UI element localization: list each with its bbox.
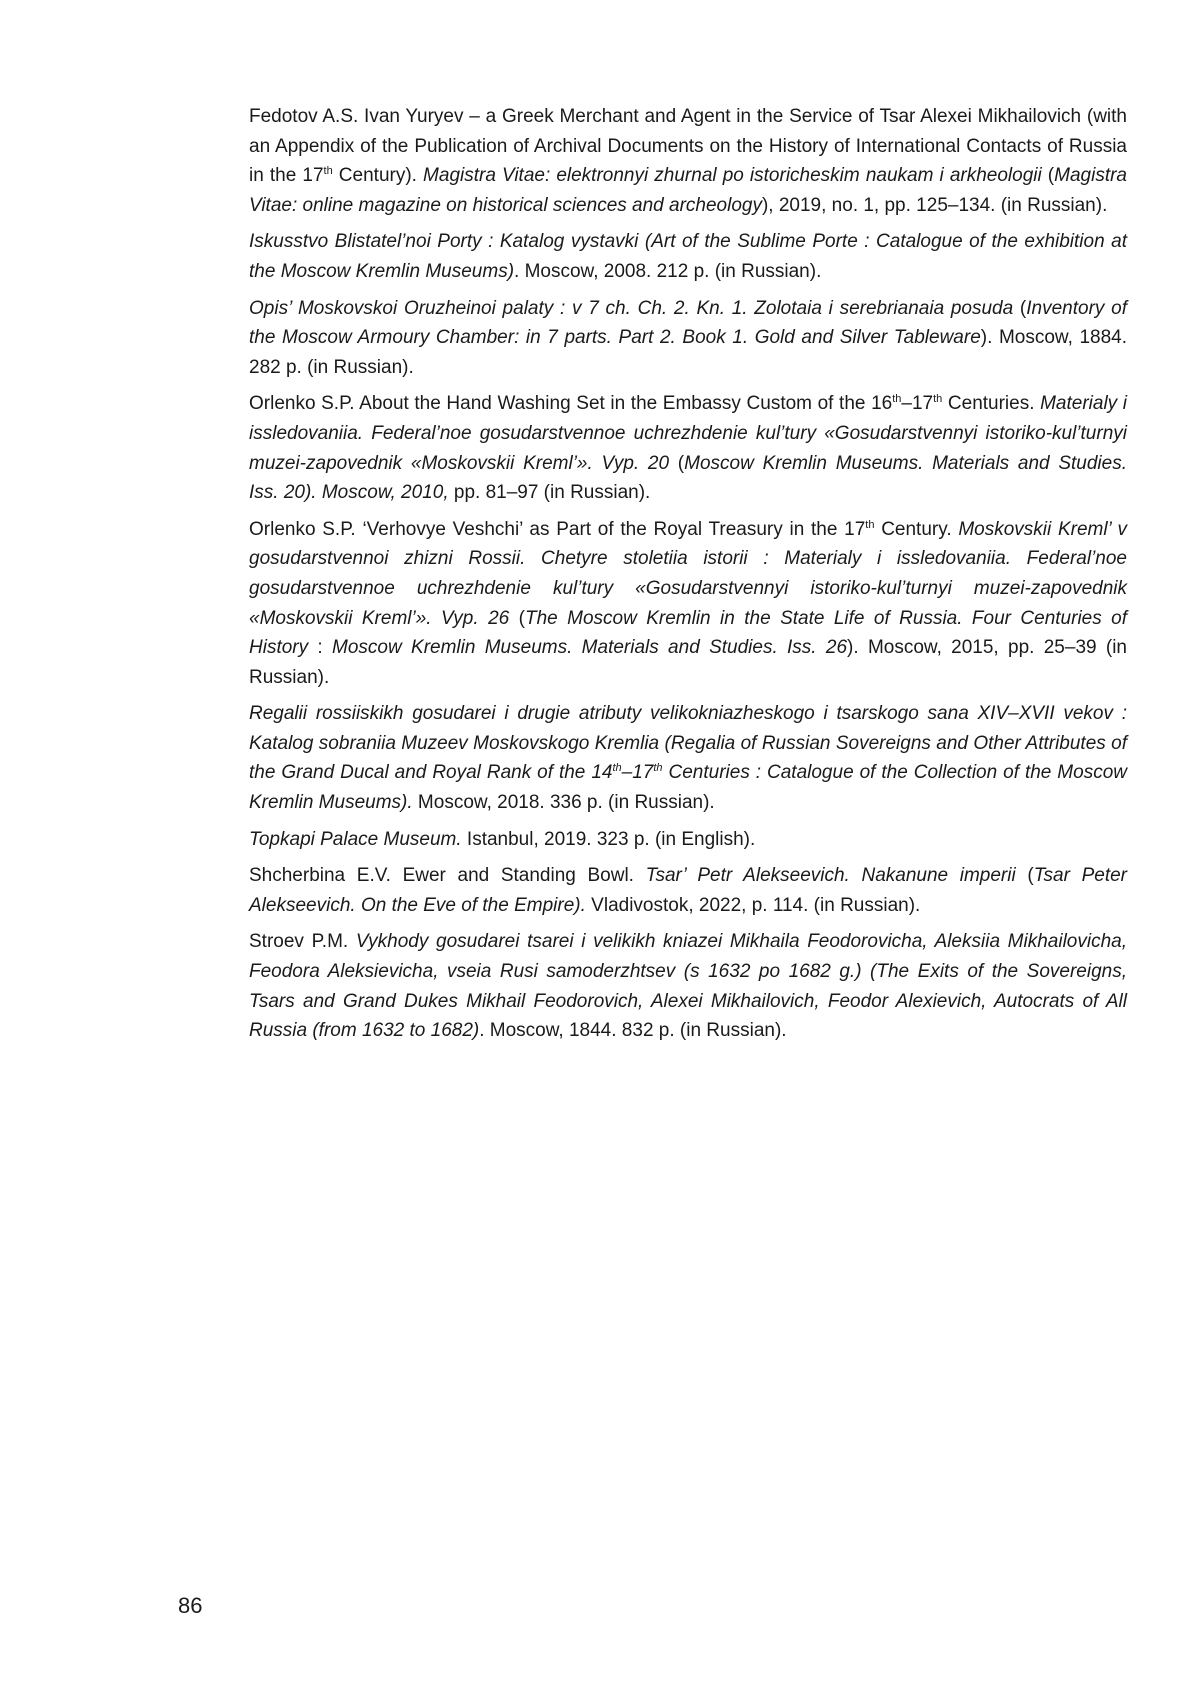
italic-text: Topkapi Palace Museum. [249, 828, 462, 850]
reference-text: . Moscow, 2008. 212 p. (in Russian). [514, 260, 822, 282]
italic-text: Inventory of the Moscow Armoury Chamber: in 7 parts. Part 2. Book 1. Gold and Silver Tableware [249, 297, 1127, 349]
page-number: 86 [178, 1593, 203, 1618]
reference-text: Shcherbina E.V. Ewer and Standing Bowl. [249, 865, 646, 887]
italic-text: Tsar’ Petr Alekseevich. Nakanune imperii [645, 865, 1016, 887]
reference-text: Century). [332, 165, 424, 187]
reference-entry [249, 515, 1127, 693]
italic-text: Moscow Kremlin Museums. Materials and Studies. Iss. 26 [332, 637, 848, 659]
reference-text: ( [1013, 297, 1027, 319]
italic-text: Tsar Peter Alekseevich. On the Eve of the Empire). [249, 865, 1127, 916]
italic-text: Centuries : Catalogue of the Collection of the Moscow Kremlin Museums). [249, 762, 1127, 814]
superscript: th [612, 762, 622, 775]
reference-text: Century. [874, 518, 959, 540]
reference-text: : [308, 637, 333, 659]
reference-text: Istanbul, 2019. 323 p. (in English). [461, 828, 756, 850]
italic-text: –17 [621, 762, 654, 784]
reference-entry [249, 389, 1127, 507]
superscript: th [933, 393, 943, 406]
reference-text: Moscow, 2018. 336 p. (in Russian). [412, 792, 715, 814]
reference-text: ). Moscow, 1884. 282 p. (in Russian). [249, 327, 1128, 378]
reference-entry [249, 861, 1127, 920]
reference-text: Vladivostok, 2022, p. 114. (in Russian). [585, 894, 921, 916]
reference-entry [249, 699, 1127, 817]
italic-text: Materialy i issledovaniia. Federal’noe gosudarstvennoe uchrezhdenie kul’tury «Gosudarstvennyi istoriko-kul’turnyi muzei-zapovednik «Moskovskii Kreml’». Vyp. 20 [249, 393, 1128, 474]
reference-text: ( [1041, 165, 1055, 187]
reference-text: Centuries. [942, 393, 1041, 415]
italic-text: Moscow Kremlin Museums. Materials and Studies. Iss. 20). Moscow, 2010, [249, 452, 1127, 504]
reference-text: ( [1015, 865, 1034, 887]
reference-entry [249, 294, 1127, 383]
reference-entry [249, 227, 1127, 286]
reference-entry [249, 825, 1127, 855]
italic-text: Moskovskii Kreml’ v gosudarstvennoi zhizni Rossii. Chetyre stoletiia istorii : Materialy i issledovaniia. Federal’noe gosudarstvennoe uchrezhdenie kul’tury «Gosudarstvennyi istoriko-kul’turnyi muzei-zapovednik «Moskovskii Kreml’». Vyp. 26 [249, 518, 1128, 629]
reference-list [249, 102, 1127, 1053]
superscript: th [892, 393, 902, 406]
italic-text: Opis’ Moskovskoi Oruzheinoi palaty : v 7 ch. Ch. 2. Kn. 1. Zolotaia i serebrianaia posuda [249, 297, 1014, 319]
superscript: th [865, 518, 875, 531]
superscript: th [653, 762, 663, 775]
italic-text: The Moscow Kremlin in the State Life of Russia. Four Centuries of History [249, 607, 1127, 659]
reference-text: Orlenko S.P. ‘Verhovye Veshchi’ as Part of the Royal Treasury in the 17 [249, 518, 866, 540]
reference-text: ). Moscow, 2015, pp. 25–39 (in Russian). [249, 637, 1127, 688]
reference-text: . Moscow, 1844. 832 p. (in Russian). [479, 1020, 787, 1042]
reference-text: ( [509, 607, 525, 629]
reference-text: –17 [901, 393, 934, 415]
reference-text: pp. 81–97 (in Russian). [448, 482, 651, 504]
italic-text: Iskusstvo Blistatel’noi Porty : Katalog vystavki (Art of the Sublime Porte : Catalogue of the exhibition at the Moscow Kremlin Museums) [249, 231, 1127, 282]
italic-text: Magistra Vitae: online magazine on historical sciences and archeology [249, 165, 1127, 216]
reference-text: Orlenko S.P. About the Hand Washing Set in the Embassy Custom of the 16 [249, 393, 893, 415]
italic-text: Regalii rossiiskikh gosudarei i drugie atributy velikokniazheskogo i tsarskogo sana XIV–XVII vekov : Katalog sobraniia Muzeev Moskovskogo Kremlia (Regalia of Russian Sovereigns and Other Attributes of the Grand Ducal and Royal Rank of the 14 [249, 703, 1127, 784]
italic-text: Magistra Vitae: elektronnyi zhurnal po istoricheskim naukam i arkheologii [423, 165, 1042, 187]
superscript: th [323, 165, 333, 178]
reference-entry [249, 927, 1127, 1045]
italic-text: Vykhody gosudarei tsarei i velikikh kniazei Mikhaila Feodorovicha, Aleksiia Mikhailovicha, Feodora Aleksievicha, vseia Rusi samoderzhtsev (s 1632 po 1682 g.) (The Exits of the Sovereigns, Tsars and Grand Dukes Mikhail Feodorovich, Alexei Mikhailovich, Feodor Alexievich, Autocrats of All Russia (from 1632 to 1682) [249, 931, 1127, 1042]
reference-entry [249, 102, 1127, 220]
reference-text: Stroev P.M. [249, 931, 356, 953]
reference-text: Fedotov A.S. Ivan Yuryev – a Greek Merchant and Agent in the Service of Tsar Alexei Mikhailovich (with an Appendix of the Publication of Archival Documents on the History of International Contacts of Russia in the 17 [249, 106, 1127, 187]
reference-text: ( [669, 452, 685, 474]
reference-text: ), 2019, no. 1, pp. 125–134. (in Russian). [761, 194, 1108, 216]
